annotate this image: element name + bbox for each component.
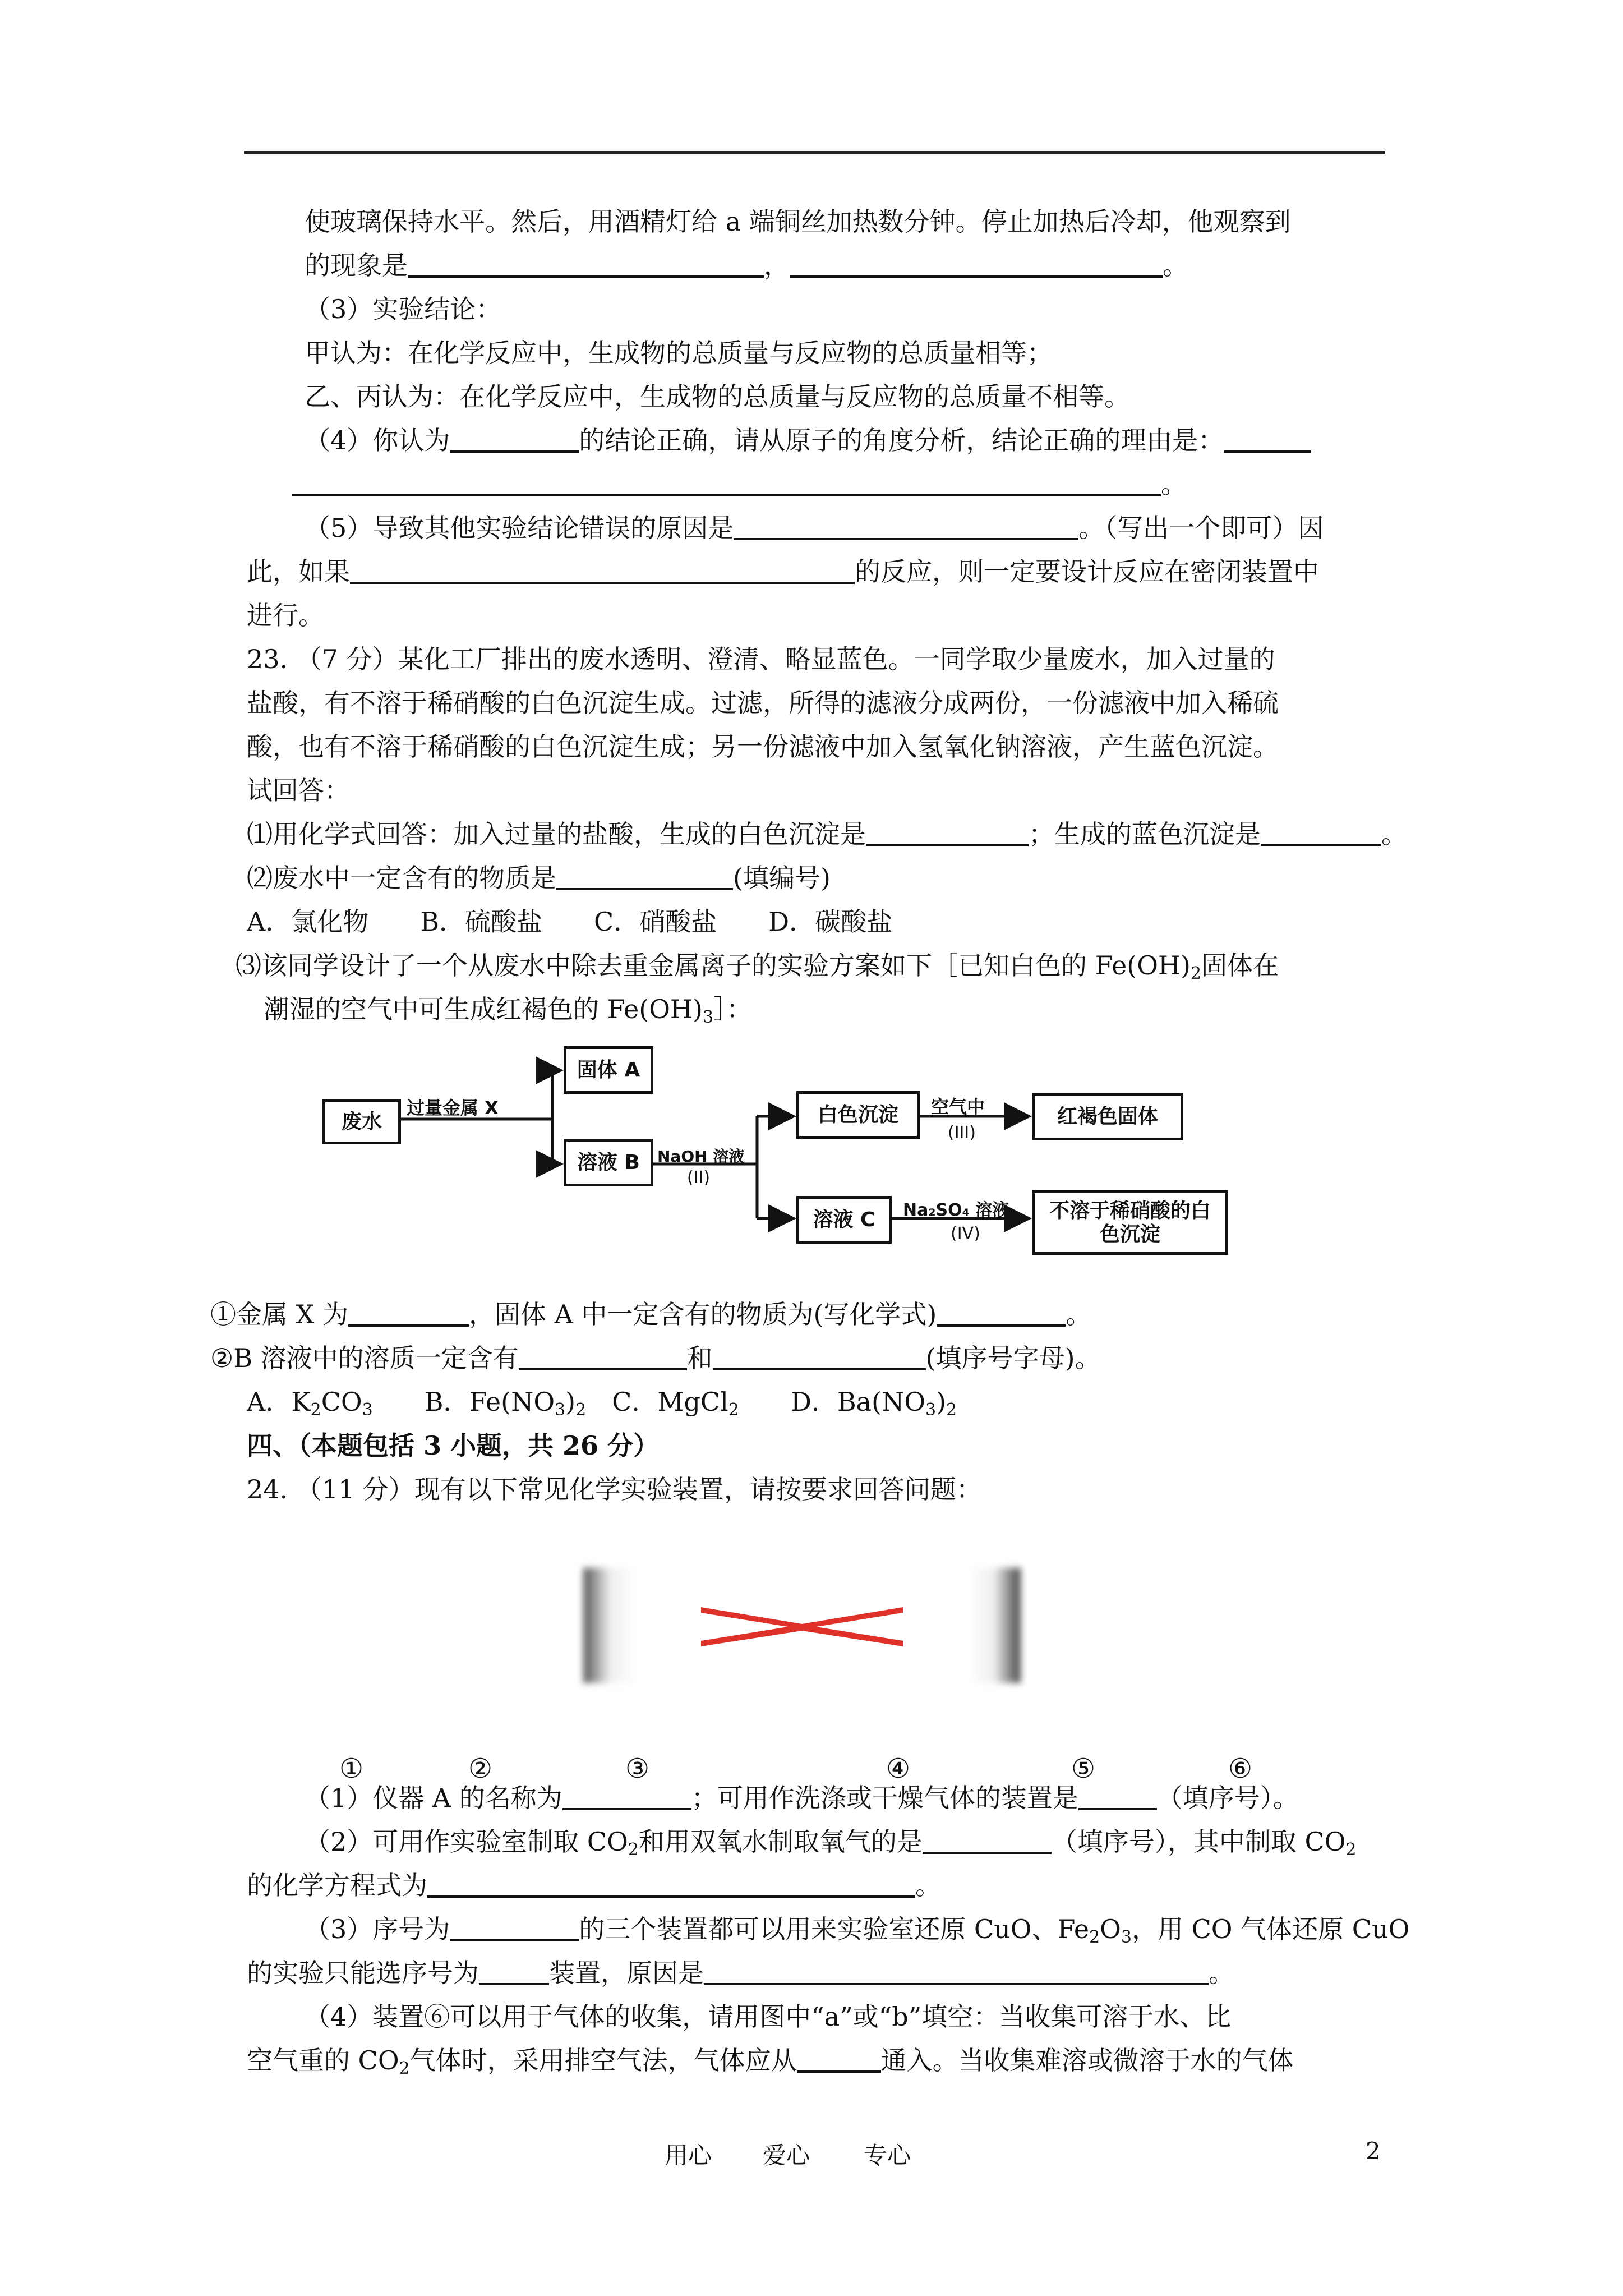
box-waste: 废水 [322,1099,401,1144]
text-line: 试回答： [247,775,350,806]
header-rule [244,151,1385,154]
text-line: 的实验只能选序号为 装置，原因是 。 [247,1958,1234,1988]
text-line: （2）可用作实验室制取 $CO_2$和用双氧水制取氧气的是 （填序号），其中制取 $CO_2$ [305,1826,1357,1860]
apparatus-number: ③ [625,1753,650,1784]
broken-image-mark [695,1596,909,1652]
answer-blank[interactable] [519,1346,687,1370]
text-line: 此，如果 的反应，则一定要设计反应在密闭装置中 [247,556,1319,587]
apparatus-number: ⑥ [1228,1753,1253,1784]
answer-blank[interactable] [790,253,1163,278]
answer-blank[interactable] [427,1873,915,1898]
label-step-4: (IV) [951,1224,980,1244]
text-line: ⑶该同学设计了一个从废水中除去重金属离子的实验方案如下［已知白色的 $Fe(OH)_2$固体在 [236,950,1279,983]
footer-text: 专心 [864,2142,911,2169]
label-step-2: (II) [687,1168,711,1188]
answer-blank[interactable] [1261,822,1381,846]
answer-blank[interactable] [479,1961,549,1985]
answer-blank[interactable] [797,2048,881,2073]
answer-blank[interactable] [292,472,1161,496]
text-line: （4）你认为 的结论正确，请从原子的角度分析，结论正确的理由是： [305,427,1311,453]
options-line: A．氯化物 B．硫酸盐 C．硝酸盐 D．碳酸盐 [247,907,893,937]
label-naoh: NaOH 溶液 [657,1147,745,1166]
text-line: 盐酸，有不溶于稀硝酸的白色沉淀生成。过滤，所得的滤液分成两份，一份滤液中加入稀硫 [247,688,1279,718]
section-heading: 四、（本题包括 3 小题，共 26 分） [247,1430,660,1461]
answer-blank[interactable] [704,1961,1209,1985]
answer-blank[interactable] [350,559,855,584]
answer-blank[interactable] [1078,1786,1157,1810]
text-line: 使玻璃保持水平。然后，用酒精灯给 a 端铜丝加热数分钟。停止加热后冷却，他观察到 [305,206,1291,237]
box-solution-b: 溶液 B [564,1139,653,1186]
text-line: 的现象是 ， 。 [305,250,1188,280]
text-line: ⑴用化学式回答：加入过量的盐酸，生成的白色沉淀是 ；生成的蓝色沉淀是 。 [247,819,1407,849]
page-number: 2 [1366,2137,1381,2165]
text-line: 潮湿的空气中可生成红褐色的 $Fe(OH)_3]$： [264,994,753,1027]
answer-blank[interactable] [562,1786,691,1810]
text-line: 酸，也有不溶于稀硝酸的白色沉淀生成；另一份滤液中加入氢氧化钠溶液，产生蓝色沉淀。 [247,731,1279,762]
answer-blank[interactable] [937,1302,1066,1327]
text-line: （1）仪器 A 的名称为 ；可用作洗涤或干燥气体的装置是 （填序号）。 [305,1783,1299,1813]
answer-blank[interactable] [348,1302,469,1327]
flow-diagram [322,1043,1242,1268]
box-white-precipitate: 白色沉淀 [796,1091,920,1139]
apparatus-number: ① [339,1753,364,1784]
text-line: ⑵废水中一定含有的物质是 (填编号) [247,863,831,893]
label-na2so4: Na₂SO₄ 溶液 [903,1200,1009,1220]
answer-blank[interactable] [556,866,733,890]
apparatus-number: ② [468,1753,493,1784]
text-line: （5）导致其他实验结论错误的原因是 。（写出一个即可）因 [305,513,1324,543]
box-solution-c: 溶液 C [796,1196,892,1244]
text-line: 甲认为：在化学反应中，生成物的总质量与反应物的总质量相等； [305,338,1053,368]
question-23: 23. （7 分）某化工厂排出的废水透明、澄清、略显蓝色。一同学取少量废水，加入过量的 [247,644,1275,674]
text-line: 进行。 [247,600,324,631]
box-insoluble-precipitate: 不溶于稀硝酸的白色沉淀 [1032,1190,1228,1255]
text-line: 的化学方程式为 。 [247,1870,941,1901]
text-line: 乙、丙认为：在化学反应中，生成物的总质量与反应物的总质量不相等。 [305,381,1130,412]
box-solid-a: 固体 A [564,1046,653,1094]
text-line: （3）实验结论： [305,294,502,324]
answer-blank[interactable] [866,822,1029,846]
label-step-3: (III) [948,1123,976,1143]
text-line: 空气重的 $CO_2$气体时，采用排空气法，气体应从 通入。当收集难溶或微溶于水的气体 [247,2045,1294,2078]
text-line: ①金属 X 为 ，固体 A 中一定含有的物质为(写化学式) 。 [210,1299,1092,1329]
label-excess-metal-x: 过量金属 X [407,1097,499,1119]
answer-blank[interactable] [450,1917,579,1941]
text-line: 。 [292,471,1187,497]
footer-text: 用心 [665,2142,712,2169]
answer-blank[interactable] [408,253,764,278]
text-line: （3）序号为 的三个装置都可以用来实验室还原 CuO、$Fe_2O_3$，用 CO 气体还原 CuO [305,1914,1410,1947]
apparatus-number: ⑤ [1071,1753,1096,1784]
answer-blank[interactable] [734,516,1078,540]
answer-blank[interactable] [923,1829,1052,1854]
apparatus-number: ④ [886,1753,911,1784]
text-line: ②B 溶液中的溶质一定含有 和 (填序号字母)。 [210,1343,1101,1373]
box-red-brown-solid: 红褐色固体 [1032,1093,1183,1140]
options-line: A．$K_2CO_3$ B．$Fe(NO_3)_2$ C．MgCl$_2$ D．$Ba(NO_3)_2$ [247,1387,957,1420]
answer-blank[interactable] [450,428,579,453]
answer-blank[interactable] [1224,428,1311,453]
question-24: 24. （11 分）现有以下常见化学实验装置，请按要求回答问题： [247,1474,982,1504]
answer-blank[interactable] [713,1346,926,1370]
footer-text: 爱心 [763,2142,810,2169]
label-air: 空气中 [931,1096,985,1117]
text-line: （4）装置⑥可以用于气体的收集，请用图中“a”或“b”填空：当收集可溶于水、比 [305,2001,1232,2032]
